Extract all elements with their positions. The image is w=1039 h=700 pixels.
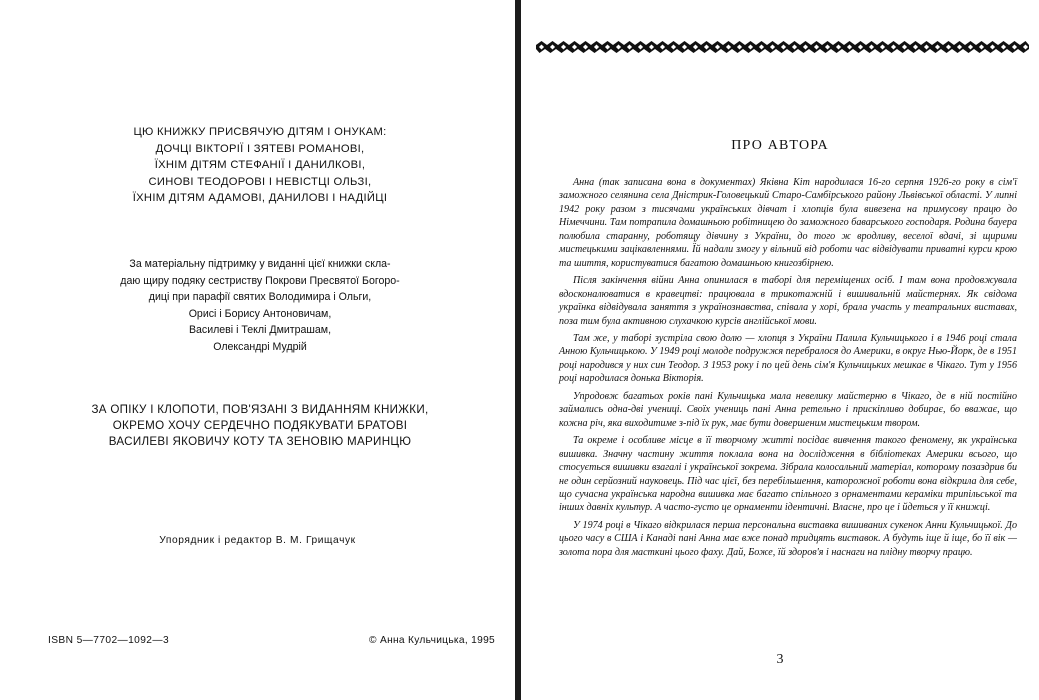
acknowledgement-line: Орисі і Борису Антоновичам,: [188, 307, 332, 320]
dedication-line: СИНОВІ ТЕОДОРОВІ І НЕВІСТЦІ ОЛЬЗІ,: [148, 175, 372, 188]
dedication-line: ЦЮ КНИЖКУ ПРИСВЯЧУЮ ДІТЯМ І ОНУКАМ:: [133, 126, 387, 138]
acknowledgement: [50, 256, 470, 356]
acknowledgement-line: За матеріальну підтримку у виданні цієї книжки скла-: [129, 258, 391, 270]
paragraph: Після закінчення війни Анна опинилася в таборі для переміщених осіб. І там вона продовжувала вдосконалюватися в кравецтві: працювала в трикотажній і вишивальній майстернях. Як свідома українка відвідувала заняття з українознавства, співала у хорі, брала участь у театральних виставах, поза тим була активною слухачкою курсів англійської мови.: [559, 275, 1017, 327]
special-thanks-line: ЗА ОПІКУ І КЛОПОТИ, ПОВ'ЯЗАНІ З ВИДАННЯМ КНИЖКИ,: [91, 403, 429, 416]
acknowledgement-line: Олександрі Мудрій: [213, 340, 307, 353]
acknowledgement-line: даю щиру подяку сестриству Покрови Пресвятої Богоро-: [120, 274, 400, 287]
isbn: ISBN 5—7702—1092—3: [48, 635, 170, 646]
copyright: © Анна Кульчицька, 1995: [369, 635, 495, 646]
special-thanks: [40, 402, 480, 450]
paragraph: Та окреме і особливе місце в її творчому житті посідає вивчення такого феномену, як українська вишивка. Значну частину життя поклала вона на дослідження в бібліотеках Америки всього, що стосується вишивки взагалі і української зокрема. Зібрала колосальний матеріал, которому позаздрив би не один серйозний науковець. Під час цієї, без перебільшення, каторожної роботи вона відкрила для себе, що сучасна українська народна вишивка має багато спільного з орнаментами кераміки трипільської та інших давніх культур. А часто-густо це орнаменти ідентичні. Власне, про це і йдеться у її книжці.: [559, 435, 1017, 514]
left-page: [0, 0, 515, 700]
page-title: ПРО АВТОРА: [731, 138, 829, 153]
dedication: [40, 124, 480, 207]
right-page: [521, 0, 1039, 700]
paragraph: Упродовж багатьох років пані Кульчицька мала невелику майстерню в Чікаго, де в ній постійно займались одна-дві учениці. Своїх учениць пані Анна ретельно і прискіпливо добирає, бо вважає, що кожна річ, яка виходитиме з-під їх рук, має бути довершеним мистецьким твором.: [559, 390, 1017, 429]
acknowledgement-line: Василеві і Теклі Дмитрашам,: [188, 324, 332, 337]
paragraph: У 1974 році в Чікаго відкрилася перша персональна виставка вишиваних сукенок Анни Кульчицької. До цього часу в США і Канаді пані Анна має вже понад тридцять виставок. А будуть іще й іще, бо її вік — золота пора для масткині цього фаху. Дай, Боже, їй здоров'я і наснаги на плідну творчу працю.: [559, 519, 1017, 558]
compiler-credit: Упорядник і редактор В. М. Грищачук: [159, 535, 356, 546]
dedication-line: ЇХНІМ ДІТЯМ СТЕФАНІЇ І ДАНИЛКОВІ,: [154, 159, 366, 171]
dedication-line: ДОЧЦІ ВІКТОРІЇ І ЗЯТЕВІ РОМАНОВІ,: [155, 142, 365, 155]
paragraph: Там же, у таборі зустріла свою долю — хлопця з України Палила Кульчицького і в 1946 році стала Анною Кульчицькою. У 1949 році молоде подружжя перебралося до Америки, в округ Нью-Йорк, де в 1951 році народився у них син Теодор. З 1953 року і по цей день сім'я Кульчицьких мешкає в Чікаго. Тут у 1956 році народилася донька Вікторія.: [559, 332, 1018, 385]
ornament-border-icon: [536, 38, 1029, 56]
page-number: 3: [776, 652, 784, 667]
dedication-line: ЇХНІМ ДІТЯМ АДАМОВІ, ДАНИЛОВІ І НАДІЙЦІ: [132, 192, 388, 204]
paragraph: Анна (так записана вона в документах) Яківна Кіт народилася 16-го серпня 1926-го року в сім'ї заможного селянина села Дністрик-Головецький Старо-Самбірського району Львівської області. У липні 1942 року разом з тисячами українських дівчат і хлопців була вивезена на примусову працю до Німеччини. Там потрапила домашньою робітницею до заможного баварського господаря. Родина бауера полюбила старанну, роботящу дівчину з України, до того ж вродливу, веселої вдачі, зі щирими мистецькими зацікавленнями. Їй надали змогу у вільний від роботи час відвідувати приватні курси крою та шиття, користуватися багатою домашньою книгозбірнею.: [559, 177, 1017, 269]
special-thanks-line: ВАСИЛЕВІ ЯКОВИЧУ КОТУ ТА ЗЕНОВІЮ МАРИНЦЮ: [108, 435, 412, 448]
author-biography: [559, 176, 1017, 559]
acknowledgement-line: диці при парафії святих Володимира і Ольги,: [148, 291, 372, 304]
special-thanks-line: ОКРЕМО ХОЧУ СЕРДЕЧНО ПОДЯКУВАТИ БРАТОВІ: [112, 419, 408, 432]
